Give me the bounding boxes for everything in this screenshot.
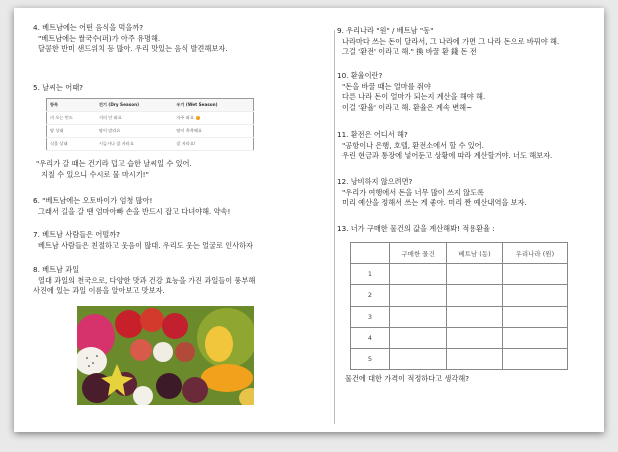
- tropical-fruit-photo: [77, 306, 254, 405]
- question-12: 12. 낭비하지 않으려면? "우리가 여행에서 돈을 너무 많이 쓰지 않도록 미리 예산을 정해서 쓰는 게 좋아. 미리 짠 예산내역을 보자.: [337, 177, 527, 207]
- table-row: 1: [351, 264, 568, 285]
- item-cell[interactable]: [390, 306, 447, 327]
- purchase-calc-table: [350, 242, 568, 370]
- table-row: 2: [351, 285, 568, 306]
- krw-cell[interactable]: [502, 306, 567, 327]
- vnd-cell[interactable]: [447, 348, 502, 369]
- vnd-cell[interactable]: [447, 327, 502, 348]
- closing-question: 물건에 대한 가격이 적정하다고 생각해?: [345, 374, 470, 383]
- table-row: 5: [351, 348, 568, 369]
- column-divider: [334, 30, 335, 424]
- table-header-row: 구매한 물건 베트남 (동) 우리나라 (원): [351, 243, 568, 264]
- question-9: 9. 우리나라 "원" / 베트남 "동" 나라마다 쓰는 돈이 달라서, 그 나라에 가면 그 나라 돈으로 바꿔야 해. 그걸 '환전' 이라고 해." 換 바꿀 환 錢 돈 전: [337, 26, 560, 56]
- question-7: 7. 베트남 사람들은 어떨까? 베트남 사람들은 친절하고 웃음이 많대. 우리도 웃는 얼굴로 인사하자: [33, 230, 253, 250]
- vnd-cell[interactable]: [447, 306, 502, 327]
- weather-note: "우리가 갈 때는 건기라 덥고 습한 날씨일 수 있어. 지칠 수 있으니 수시로 물 마시기!": [36, 159, 192, 179]
- krw-cell[interactable]: [502, 327, 567, 348]
- table-row: 비 오는 빈도 거의 안 와요 자주 와요: [47, 112, 254, 125]
- sun-icon: [196, 116, 200, 120]
- krw-cell[interactable]: [502, 264, 567, 285]
- item-cell[interactable]: [390, 327, 447, 348]
- vnd-cell[interactable]: [447, 285, 502, 306]
- question-11: 11. 환전은 어디서 해? "공항이나 은행, 호텔, 환전소에서 할 수 있어. 우린 현금과 통장에 넣어둔고 상황에 따라 계산할거야. 너도 해보자.: [337, 130, 553, 160]
- krw-cell[interactable]: [502, 348, 567, 369]
- question-6: 6. "베트남에는 오토바이가 엄청 많아! 그래서 길을 갈 땐 엄마아빠 손을 반드시 잡고 다녀야해. 약속!: [33, 196, 231, 216]
- krw-cell[interactable]: [502, 285, 567, 306]
- question-8: 8. 베트남 과일 열대 과일의 천국으로, 다양한 맛과 건강 효능을 가진 과일들이 풍부해 사진에 있는 과일 이름을 알아보고 맛보자.: [33, 265, 256, 295]
- weather-table: [46, 98, 254, 151]
- question-5: 5. 날씨는 어때?: [33, 83, 83, 92]
- vnd-cell[interactable]: [447, 264, 502, 285]
- table-row: 4: [351, 327, 568, 348]
- item-cell[interactable]: [390, 264, 447, 285]
- item-cell[interactable]: [390, 285, 447, 306]
- question-10: 10. 환율이란? "돈을 바꿀 때는 얼마를 줘야 다른 나라 돈이 얼마가 되는지 계산을 해야 해. 이걸 '환율' 이라고 해. 환율은 계속 변해~: [337, 71, 486, 112]
- question-4: 4. 베트남에는 어떤 음식을 먹을까? "베트남에는 쌀국수(퍼)가 아주 유명해. 달콤한 반미 샌드위치 등 많아. 우리 맛있는 음식 발견해보자.: [33, 23, 228, 53]
- table-row: 식물 상태 시들거나 잘 자라요 잘 자라요!: [47, 138, 254, 151]
- table-row: 3: [351, 306, 568, 327]
- question-13: 13. 너가 구매한 물건의 값을 계산해봐! 적용환율 :: [337, 224, 495, 233]
- item-cell[interactable]: [390, 348, 447, 369]
- table-row: 땅 상태 땅이 말라요 땅이 촉촉해요: [47, 125, 254, 138]
- table-row: 항목 건기 (Dry Season) 우기 (Wet Season): [47, 99, 254, 112]
